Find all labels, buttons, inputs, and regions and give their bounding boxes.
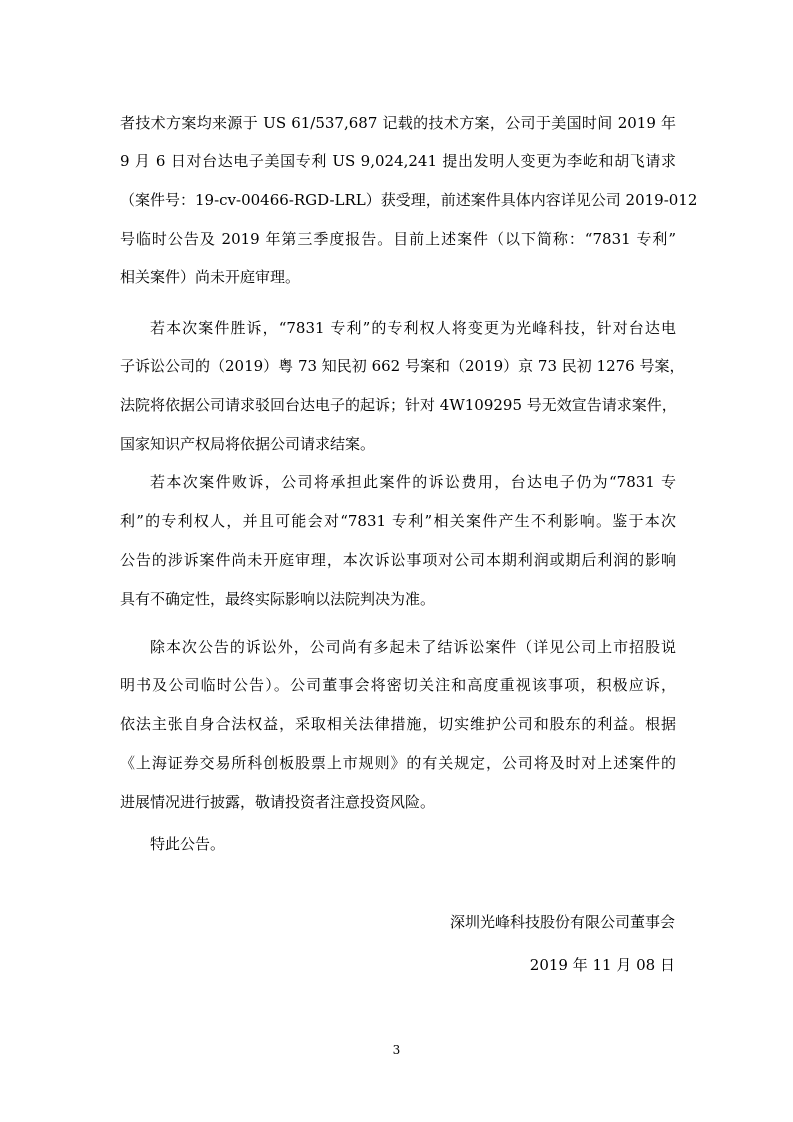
text-line: 子诉讼公司的（2019）粤 73 知民初 662 号案和（2019）京 73 民初 1276 号案， bbox=[120, 357, 685, 375]
text-line: 号临时公告及 2019 年第三季度报告。目前上述案件（以下简称：“7831 专利” bbox=[120, 230, 676, 248]
text-line: 若本次案件胜诉，“7831 专利”的专利权人将变更为光峰科技，针对台达电 bbox=[150, 319, 676, 337]
text-line: 《上海证券交易所科创板股票上市规则》的有关规定，公司将及时对上述案件的 bbox=[120, 754, 676, 772]
text-line: （案件号：19-cv-00466-RGD-LRL）获受理，前述案件具体内容详见公司 2019-012 bbox=[120, 191, 698, 209]
page-number: 3 bbox=[392, 1043, 401, 1057]
text-line: 特此公告。 bbox=[150, 835, 226, 853]
text-line: 进展情况进行披露，敬请投资者注意投资风险。 bbox=[120, 793, 436, 811]
text-line: 明书及公司临时公告）。公司董事会将密切关注和高度重视该事项，积极应诉， bbox=[120, 676, 676, 694]
text-line: 依法主张自身合法权益，采取相关法律措施，切实维护公司和股东的利益。根据 bbox=[120, 715, 676, 733]
text-line: 9 月 6 日对台达电子美国专利 US 9,024,241 提出发明人变更为李屹和胡飞请求 bbox=[120, 152, 676, 170]
text-line: 相关案件）尚未开庭审理。 bbox=[120, 268, 301, 286]
text-line: 国家知识产权局将依据公司请求结案。 bbox=[120, 435, 376, 453]
text-line: 公告的涉诉案件尚未开庭审理，本次诉讼事项对公司本期利润或期后利润的影响 bbox=[120, 551, 676, 569]
text-line: 除本次公告的诉讼外，公司尚有多起未了结诉讼案件（详见公司上市招股说 bbox=[150, 638, 676, 656]
text-line: 利”的专利权人，并且可能会对“7831 专利”相关案件产生不利影响。鉴于本次 bbox=[120, 512, 676, 530]
text-line: 具有不确定性，最终实际影响以法院判决为准。 bbox=[120, 590, 436, 608]
signature-company: 深圳光峰科技股份有限公司董事会 bbox=[449, 913, 675, 931]
signature-date: 2019 年 11 月 08 日 bbox=[529, 956, 675, 974]
text-line: 者技术方案均来源于 US 61/537,687 记载的技术方案，公司于美国时间 2019 年 bbox=[120, 114, 676, 132]
text-line: 若本次案件败诉，公司将承担此案件的诉讼费用，台达电子仍为“7831 专 bbox=[150, 473, 676, 491]
text-line: 法院将依据公司请求驳回台达电子的起诉；针对 4W109295 号无效宣告请求案件， bbox=[120, 396, 677, 414]
